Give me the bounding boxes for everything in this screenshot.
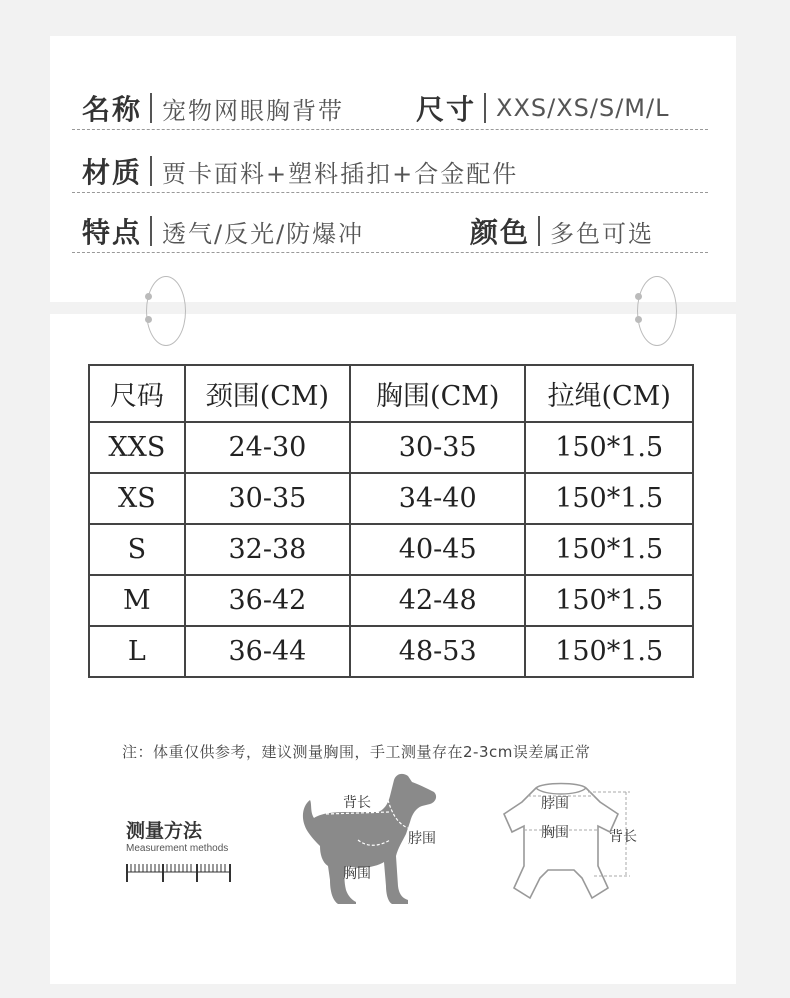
garment-back-length-label: 背长	[609, 829, 637, 845]
cell-chest: 40-45	[350, 524, 525, 575]
header-leash: 拉绳(CM)	[525, 365, 693, 422]
cell-chest: 42-48	[350, 575, 525, 626]
cell-neck: 36-44	[185, 626, 350, 677]
material-value: 贾卡面料+塑料插扣+合金配件	[162, 159, 519, 188]
garment-chest-label: 胸围	[541, 825, 569, 841]
spec-feature	[82, 211, 364, 251]
table-header-row	[89, 365, 693, 422]
separator	[150, 216, 152, 246]
table-row	[89, 575, 693, 626]
size-value: XXS/XS/S/M/L	[496, 94, 670, 122]
spec-color	[470, 211, 654, 251]
cell-leash: 150*1.5	[525, 422, 693, 473]
separator	[150, 156, 152, 186]
dog-back-length-label: 背长	[343, 795, 371, 811]
ring-hole	[635, 293, 642, 300]
name-value: 宠物网眼胸背带	[162, 96, 345, 125]
header-size: 尺码	[89, 365, 185, 422]
cell-leash: 150*1.5	[525, 626, 693, 677]
material-label: 材质	[82, 156, 143, 189]
cell-neck: 30-35	[185, 473, 350, 524]
feature-value: 透气/反光/防爆冲	[162, 219, 365, 248]
cell-size: L	[89, 626, 185, 677]
spec-name	[82, 88, 344, 128]
garment-neck-label: 脖围	[541, 796, 569, 812]
cell-size: XS	[89, 473, 185, 524]
spec-row-name-size	[72, 88, 708, 130]
feature-label: 特点	[82, 216, 143, 249]
ruler-icon	[126, 860, 232, 882]
cell-chest: 48-53	[350, 626, 525, 677]
cell-leash: 150*1.5	[525, 524, 693, 575]
table-row	[89, 422, 693, 473]
color-value: 多色可选	[550, 219, 655, 248]
cell-size: M	[89, 575, 185, 626]
color-label: 颜色	[470, 216, 531, 249]
measurement-note: 注：体重仅供参考，建议测量胸围，手工测量存在2-3cm误差属正常	[122, 743, 591, 761]
cell-neck: 24-30	[185, 422, 350, 473]
ring-hole	[635, 316, 642, 323]
cell-leash: 150*1.5	[525, 575, 693, 626]
cell-size: XXS	[89, 422, 185, 473]
dog-chest-label: 胸围	[343, 866, 371, 882]
size-chart-table	[88, 364, 694, 678]
cell-size: S	[89, 524, 185, 575]
name-label: 名称	[82, 93, 143, 126]
cell-chest: 30-35	[350, 422, 525, 473]
header-chest: 胸围(CM)	[350, 365, 525, 422]
table-row	[89, 524, 693, 575]
spec-row-feature-color	[72, 211, 708, 253]
dog-neck-label: 脖围	[408, 831, 436, 847]
separator	[538, 216, 540, 246]
table-row	[89, 473, 693, 524]
binder-ring-left	[146, 276, 186, 346]
spec-material	[82, 151, 518, 191]
method-subtitle: Measurement methods	[126, 843, 229, 854]
header-neck: 颈围(CM)	[185, 365, 350, 422]
method-title: 测量方法	[126, 820, 203, 842]
spec-row-material	[72, 151, 708, 193]
cell-chest: 34-40	[350, 473, 525, 524]
table-row	[89, 626, 693, 677]
size-label: 尺寸	[416, 93, 477, 126]
ring-hole	[145, 293, 152, 300]
cell-neck: 32-38	[185, 524, 350, 575]
spec-card	[50, 36, 736, 302]
separator	[484, 93, 486, 123]
separator	[150, 93, 152, 123]
ring-hole	[145, 316, 152, 323]
spec-size	[416, 88, 669, 128]
cell-neck: 36-42	[185, 575, 350, 626]
binder-ring-right	[637, 276, 677, 346]
cell-leash: 150*1.5	[525, 473, 693, 524]
